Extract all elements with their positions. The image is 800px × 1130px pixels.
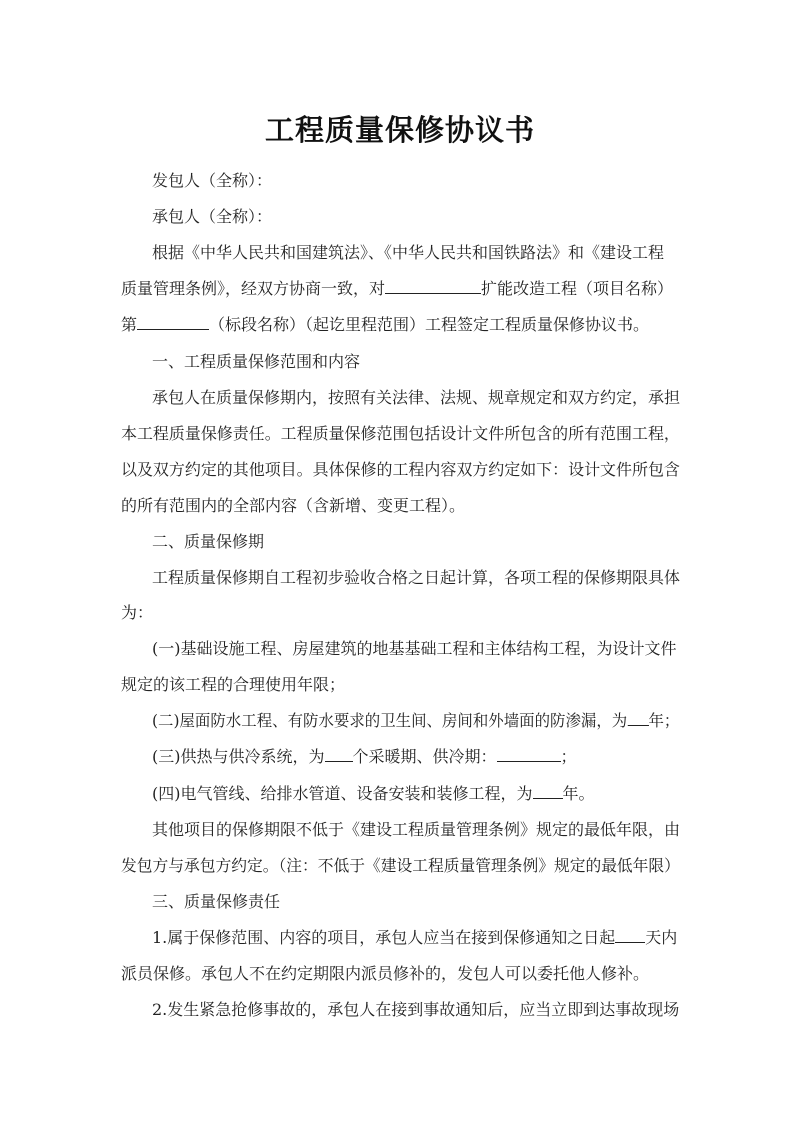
item-1-line-2: 规定的该工程的合理使用年限； [121,675,346,694]
cooling-period-blank [497,746,561,762]
item-4: (四)电气管线、给排水管道、设备安装和装修工程，为 年。 [152,784,595,803]
section-1-line-3: 以及双方约定的其他项目。具体保修的工程内容双方约定如下：设计文件所包含 [121,460,680,479]
section-2-para-1-line-1: 工程质量保修期自工程初步验收合格之日起计算，各项工程的保修期限具体 [152,568,681,587]
years-blank-2 [533,783,563,799]
section-1-line-2: 本工程质量保修责任。工程质量保修范围包括设计文件所包含的所有范围工程， [121,424,680,443]
section-2-para-2-line-1: 其他项目的保修期限不低于《建设工程质量管理条例》规定的最低年限，由 [152,820,681,839]
section-3-para-2-line-1: 2.发生紧急抢修事故的，承包人在接到事故通知后，应当立即到达事故现场 [152,1000,680,1019]
item-1-line-1: (一)基础设施工程、房屋建筑的地基基础工程和主体结构工程，为设计文件 [152,639,677,658]
intro-line-2: 质量管理条例》，经双方协商一致，对 扩能改造工程（项目名称） [121,279,674,298]
section-2-para-2-line-2: 发包方与承包方约定。（注：不低于《建设工程质量管理条例》规定的最低年限） [121,856,680,875]
project-name-blank [385,278,481,294]
item-2: (二)屋面防水工程、有防水要求的卫生间、房间和外墙面的防渗漏，为 年； [152,711,680,730]
years-blank [627,710,648,726]
days-blank [615,927,645,943]
heating-periods-blank [325,746,353,762]
section-3-para-1-line-2: 派员保修。承包人不在约定期限内派员修补的，发包人可以委托他人修补。 [121,964,650,983]
contractor-field: 承包人（全称）： [152,207,273,226]
intro-line-1: 根据《中华人民共和国建筑法》、《中华人民共和国铁路法》和《建设工程 [152,243,665,262]
intro-line-3: 第 （标段名称）（起讫里程范围）工程签定工程质量保修协议书。 [121,315,650,334]
document-title: 工程质量保修协议书 [264,113,535,147]
employer-field: 发包人（全称）： [152,171,273,190]
section-1-line-1: 承包人在质量保修期内，按照有关法律、法规、规章规定和双方约定，承担 [152,388,681,407]
section-1-heading: 一、工程质量保修范围和内容 [152,352,361,371]
section-name-blank [137,314,209,330]
section-3-para-1-line-1: 1.属于保修范围、内容的项目，承包人应当在接到保修通知之日起 天内 [152,928,678,947]
section-2-para-1-line-2: 为： [121,603,154,622]
item-3: (三)供热与供冷系统，为 个采暖期、供冷期： ； [152,747,577,766]
section-3-heading: 三、质量保修责任 [152,892,281,911]
section-1-line-4: 的所有范围内的全部内容（含新增、变更工程）。 [121,496,466,515]
section-2-heading: 二、质量保修期 [152,532,265,551]
